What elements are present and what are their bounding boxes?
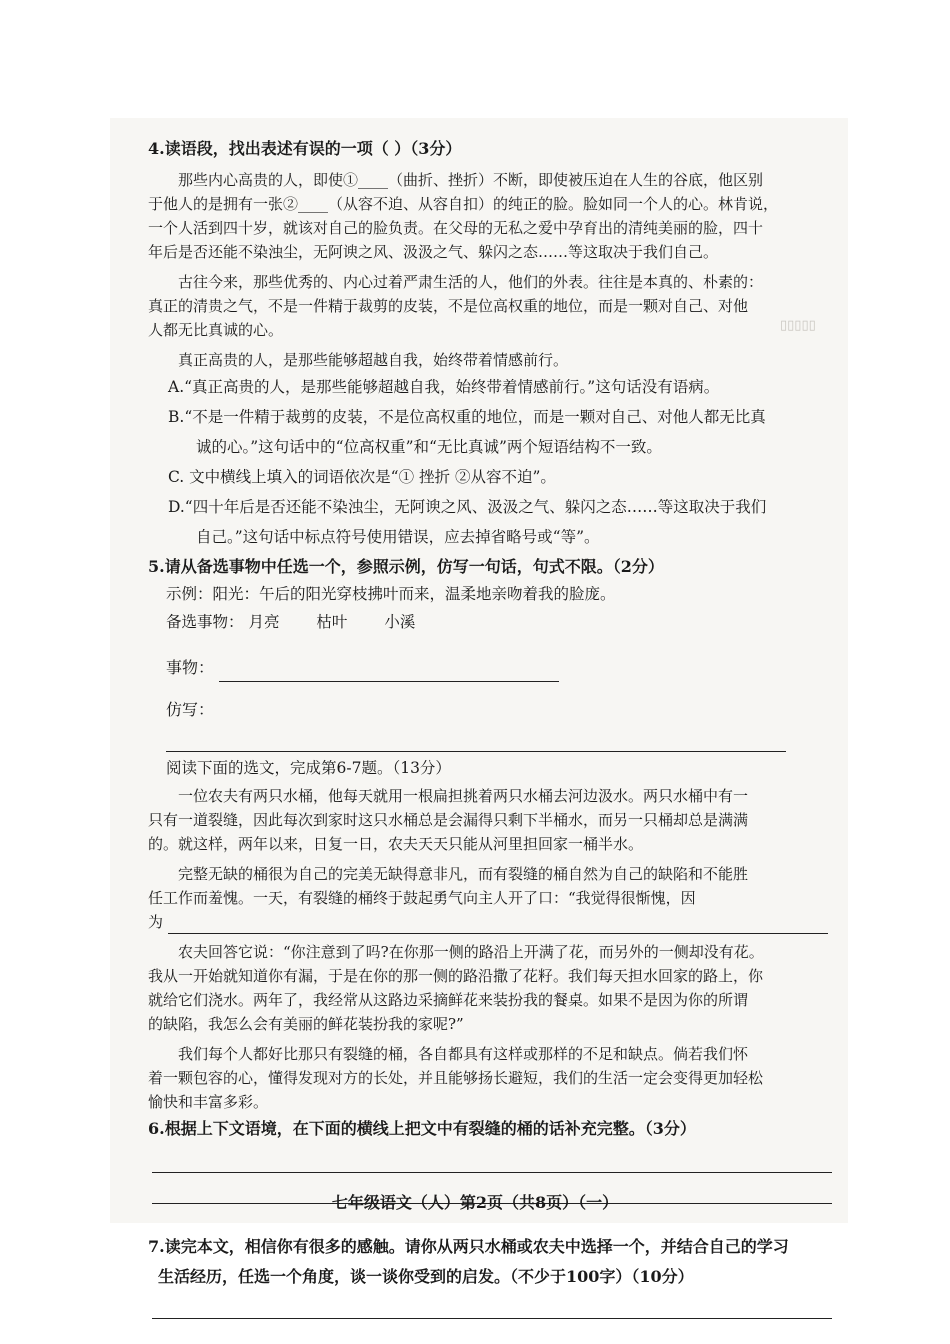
q6-inline-blank[interactable]: [168, 933, 828, 934]
reading-p1-line: 一位农夫有两只水桶，他每天就用一根扁担挑着两只水桶去河边汲水。两只水桶中有一: [178, 787, 749, 805]
reading-p2-end: 为: [148, 913, 164, 931]
reading-p3-line: 我从一开始就知道你有漏，于是在你的那一侧的路沿撒了花籽。我们每天担水回家的路上，你: [148, 967, 764, 985]
q5-thing-label: 事物：: [166, 658, 215, 677]
q7-title-line: 7.读完本文，相信你有很多的感触。请你从两只水桶或农夫中选择一个，并结合自己的学习: [148, 1237, 789, 1256]
q4-title: 4.读语段，找出表述有误的一项（ ）（3分）: [148, 139, 462, 158]
reading-p3-line: 就给它们浇水。两年了，我经常从这路边采摘鲜花来装扮我的餐桌。如果不是因为你的所谓: [148, 991, 749, 1009]
q5-example: 示例：阳光：午后的阳光穿枝拂叶而来，温柔地亲吻着我的脸庞。: [166, 585, 616, 603]
q7-title: [148, 1232, 838, 1292]
q4-p2-line: 人都无比真诚的心。: [148, 321, 284, 339]
q4-paragraph-3: 真正高贵的人，是那些能够超越自我，始终带着情感前行。: [178, 351, 569, 369]
reading-p2-line: 任工作而羞愧。一天，有裂缝的桶终于鼓起勇气向主人开了口：“我觉得很惭愧，因: [148, 889, 696, 907]
reading-paragraph-3: [148, 940, 838, 1036]
q5-imitate-label: 仿写：: [166, 700, 215, 719]
q5-thing-answer-line[interactable]: [219, 681, 559, 682]
q4-option-b-cont: 诚的心。”这句话中的“位高权重”和“无比真诚”两个短语结构不一致。: [196, 438, 662, 456]
q5-title: 5.请从备选事物中任选一个，参照示例，仿写一句话，句式不限。（2分）: [148, 557, 664, 576]
reading-p1-line: 的。就这样，两年以来，日复一日，农夫天天只能从河里担回家一桶半水。: [148, 835, 644, 853]
q5-imitate-row: [166, 696, 838, 752]
reading-p3-line: 的缺陷，我怎么会有美丽的鲜花装扮我的家呢?”: [148, 1015, 464, 1033]
reading-p2-end-row: [148, 910, 838, 934]
reading-intro: 阅读下面的选文，完成第6-7题。（13分）: [166, 759, 451, 777]
q4-option-c[interactable]: C. 文中横线上填入的词语依次是“① 挫折 ②从容不迫”。: [168, 468, 556, 486]
reading-paragraph-1: [148, 784, 838, 856]
q4-p1-line: 一个人活到四十岁，就该对自己的脸负责。在父母的无私之爱中孕育出的清纯美丽的脸，四十: [148, 219, 764, 237]
q5-candidate-stream: 小溪: [384, 613, 416, 631]
bleed-through-text: ▯▯▯▯▯: [780, 318, 816, 333]
q4-p1-line: 那些内心高贵的人，即使①____（曲折、挫折）不断，即使被压迫在人生的谷底，他区别: [178, 171, 764, 189]
reading-p4-line: 着一颗包容的心，懂得发现对方的长处，并且能够扬长避短，我们的生活一定会变得更加轻松: [148, 1069, 764, 1087]
q5-candidates: [148, 608, 838, 636]
q5-candidate-leaf: 枯叶: [316, 613, 348, 631]
q4-paragraph-1: [148, 168, 838, 264]
reading-p2-line: 完整无缺的桶很为自己的完美无缺得意非凡，而有裂缝的桶自然为自己的缺陷和不能胜: [178, 865, 749, 883]
q5-imitate-answer-line[interactable]: [166, 751, 786, 752]
q4-p2-line: 古往今来，那些优秀的、内心过着严肃生活的人，他们的外表。往往是本真的、朴素的：: [178, 273, 764, 291]
reading-p4-line: 愉快和丰富多彩。: [148, 1093, 269, 1111]
q7-answer-line-1[interactable]: [152, 1318, 832, 1319]
q4-options: [148, 372, 838, 552]
page-footer: 七年级语文（人）第2页（共8页）（一）: [331, 1193, 619, 1212]
q4-option-d-cont: 自己。”这句话中标点符号使用错误，应去掉省略号或“等”。: [196, 528, 600, 546]
q4-p1-line: 于他人的是拥有一张②____（从容不迫、从容自扣）的纯正的脸。脸如同一个人的心。林肯说，: [148, 195, 779, 213]
q5-candidate-moon: 月亮: [248, 613, 280, 631]
reading-p3-line: 农夫回答它说：“你注意到了吗?在你那一侧的路沿上开满了花，而另外的一侧却没有花。: [178, 943, 764, 961]
q5-candidates-label: 备选事物：: [166, 613, 244, 631]
q4-p2-line: 真正的清贵之气，不是一件精于裁剪的皮装，不是位高权重的地位，而是一颗对自己、对他: [148, 297, 749, 315]
q4-paragraph-2: [148, 270, 838, 342]
page-content: [148, 136, 838, 1319]
q4-option-a[interactable]: A.“真正高贵的人，是那些能够超越自我，始终带着情感前行。”这句话没有语病。: [168, 378, 720, 396]
q4-option-b[interactable]: B.“不是一件精于裁剪的皮装，不是位高权重的地位，而是一颗对自己、对他人都无比真: [168, 408, 766, 426]
q5-thing-row: [166, 654, 838, 682]
q6-answer-line-1[interactable]: [152, 1172, 832, 1173]
reading-p4-line: 我们每个人都好比那只有裂缝的桶，各自都具有这样或那样的不足和缺点。倘若我们怀: [178, 1045, 749, 1063]
q7-title-line: 生活经历，任选一个角度，谈一谈你受到的启发。（不少于100字）（10分）: [158, 1267, 694, 1286]
q6-title: 6.根据上下文语境，在下面的横线上把文中有裂缝的桶的话补充完整。（3分）: [148, 1119, 696, 1138]
reading-p1-line: 只有一道裂缝，因此每次到家时这只水桶总是会漏得只剩下半桶水，而另一只桶却总是满满: [148, 811, 749, 829]
q4-option-d[interactable]: D.“四十年后是否还能不染浊尘，无阿谀之风、汲汲之气、躲闪之态……等这取决于我们: [168, 498, 767, 516]
reading-paragraph-2: [148, 862, 838, 934]
reading-paragraph-4: [148, 1042, 838, 1114]
q4-p1-line: 年后是否还能不染浊尘，无阿谀之风、汲汲之气、躲闪之态……等这取决于我们自己。: [148, 243, 719, 261]
